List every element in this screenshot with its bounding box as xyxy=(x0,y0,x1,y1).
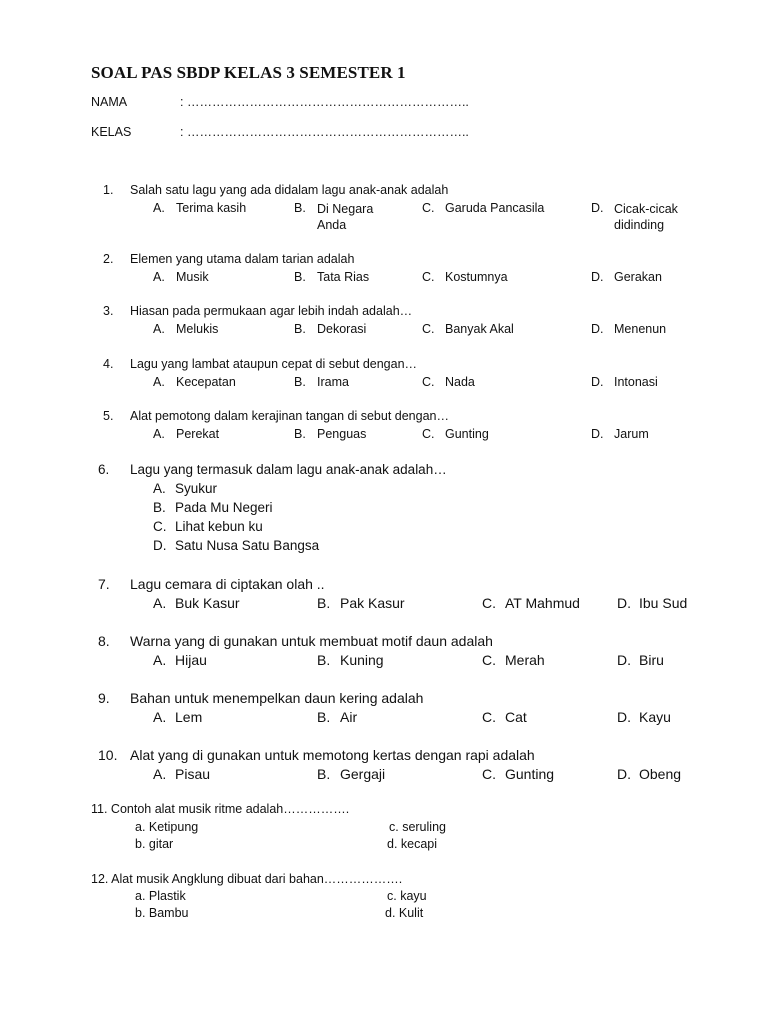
question-number: 9. xyxy=(98,690,110,706)
question-text: Lagu cemara di ciptakan olah .. xyxy=(130,576,325,592)
option-text: Pak Kasur xyxy=(340,595,405,611)
option-text: Kostumnya xyxy=(445,270,508,284)
question-number: 4. xyxy=(103,357,114,371)
nama-label: NAMA xyxy=(91,95,128,109)
option-letter: A. xyxy=(153,270,165,284)
nama-field[interactable]: : ………………………………………………………….. xyxy=(180,95,469,109)
option-letter: C. xyxy=(482,709,496,725)
option-letter: A. xyxy=(153,766,167,782)
option-b[interactable]: b. Bambu xyxy=(135,906,189,920)
option-letter: A. xyxy=(153,201,165,215)
option-letter: B. xyxy=(294,270,306,284)
question-number: 3. xyxy=(103,304,114,318)
option-d[interactable]: d. Kulit xyxy=(385,906,424,920)
option-text: Gerakan xyxy=(614,270,662,284)
option-text: Jarum xyxy=(614,427,649,441)
option-text: Di Negara Anda xyxy=(317,202,374,232)
question-text: Warna yang di gunakan untuk membuat motif daun adalah xyxy=(130,633,493,649)
option-text: Ibu Sud xyxy=(639,595,688,611)
option-text: Cat xyxy=(505,709,527,725)
option-text: AT Mahmud xyxy=(505,595,580,611)
option-c[interactable]: c. kayu xyxy=(387,889,427,903)
page-title: SOAL PAS SBDP KELAS 3 SEMESTER 1 xyxy=(91,63,406,82)
option-text: Kayu xyxy=(639,709,671,725)
option-letter: A. xyxy=(153,375,165,389)
option-text: Lihat kebun ku xyxy=(175,519,263,534)
option-letter: B. xyxy=(294,322,306,336)
option-text: Biru xyxy=(639,652,664,668)
question-number: 5. xyxy=(103,409,114,423)
option-text: Kuning xyxy=(340,652,384,668)
option-letter: C. xyxy=(482,766,496,782)
option-text: Menenun xyxy=(614,322,667,336)
option-text: Terima kasih xyxy=(176,201,247,215)
question-number: 2. xyxy=(103,252,114,266)
option-letter: D. xyxy=(617,595,631,611)
option-letter: D. xyxy=(617,652,631,668)
option-letter: C. xyxy=(422,322,435,336)
option-text: Satu Nusa Satu Bangsa xyxy=(175,538,320,553)
option-text: Merah xyxy=(505,652,545,668)
option-text: Melukis xyxy=(176,322,219,336)
option-letter: C. xyxy=(482,595,496,611)
option-letter: D. xyxy=(591,375,604,389)
option-text: Syukur xyxy=(175,481,218,496)
option-letter: C. xyxy=(422,201,435,215)
question-number: 1. xyxy=(103,183,114,197)
option-letter: C. xyxy=(422,270,435,284)
question-text: Alat pemotong dalam kerajinan tangan di sebut dengan… xyxy=(130,409,449,423)
option-letter: A. xyxy=(153,595,167,611)
kelas-field[interactable]: : ………………………………………………………….. xyxy=(180,125,469,139)
option-text: Pisau xyxy=(175,766,211,782)
option-letter: D. xyxy=(617,766,631,782)
option-d[interactable]: d. kecapi xyxy=(387,837,438,851)
option-a[interactable]: a. Ketipung xyxy=(135,820,199,834)
option-letter: A. xyxy=(153,652,167,668)
option-b[interactable]: b. gitar xyxy=(135,837,174,851)
option-letter: D. xyxy=(153,538,167,553)
option-letter: D. xyxy=(591,201,604,215)
question-text: Hiasan pada permukaan agar lebih indah adalah… xyxy=(130,304,413,318)
question-text: Alat yang di gunakan untuk memotong kertas dengan rapi adalah xyxy=(130,747,535,763)
question-number: 8. xyxy=(98,633,110,649)
option-letter: B. xyxy=(294,375,306,389)
option-letter: A. xyxy=(153,481,166,496)
option-text: Garuda Pancasila xyxy=(445,201,545,215)
question-number: 6. xyxy=(98,462,110,477)
option-text: Buk Kasur xyxy=(175,595,240,611)
option-letter: D. xyxy=(591,427,604,441)
option-text: Obeng xyxy=(639,766,682,782)
option-text: Air xyxy=(340,709,358,725)
option-letter: B. xyxy=(294,427,306,441)
option-letter: C. xyxy=(422,375,435,389)
option-letter: B. xyxy=(317,595,331,611)
option-letter: B. xyxy=(317,709,331,725)
question-text: Elemen yang utama dalam tarian adalah xyxy=(130,252,355,266)
option-text: Kecepatan xyxy=(176,375,236,389)
option-letter: D. xyxy=(591,322,604,336)
option-letter: A. xyxy=(153,322,165,336)
question-text: Lagu yang termasuk dalam lagu anak-anak adalah… xyxy=(130,462,447,477)
question-text: Lagu yang lambat ataupun cepat di sebut dengan… xyxy=(130,357,418,371)
option-text: Gunting xyxy=(505,766,555,782)
option-letter: B. xyxy=(317,652,331,668)
question-number: 10. xyxy=(98,747,118,763)
kelas-label: KELAS xyxy=(91,125,132,139)
question-text: Salah satu lagu yang ada didalam lagu anak-anak adalah xyxy=(130,183,449,197)
option-text: Banyak Akal xyxy=(445,322,514,336)
option-letter: B. xyxy=(317,766,331,782)
option-letter: B. xyxy=(294,201,306,215)
question-text: Bahan untuk menempelkan daun kering adalah xyxy=(130,690,424,706)
option-text: Musik xyxy=(176,270,209,284)
option-text: Dekorasi xyxy=(317,322,367,336)
option-letter: D. xyxy=(617,709,631,725)
option-text: Pada Mu Negeri xyxy=(175,500,273,515)
option-text: Lem xyxy=(175,709,203,725)
option-text: Hijau xyxy=(175,652,207,668)
option-letter: A. xyxy=(153,427,165,441)
option-letter: C. xyxy=(482,652,496,668)
option-text: Gunting xyxy=(445,427,489,441)
question-text: 12. Alat musik Angklung dibuat dari bahan………………. xyxy=(91,872,403,886)
option-text: Perekat xyxy=(176,427,220,441)
option-text: Gergaji xyxy=(340,766,386,782)
option-letter: C. xyxy=(153,519,167,534)
question-text: 11. Contoh alat musik ritme adalah……………. xyxy=(91,802,350,816)
option-letter: B. xyxy=(153,500,166,515)
option-text: Irama xyxy=(317,375,349,389)
option-c[interactable]: c. seruling xyxy=(389,820,446,834)
option-a[interactable]: a. Plastik xyxy=(135,889,186,903)
option-text: Nada xyxy=(445,375,475,389)
option-letter: C. xyxy=(422,427,435,441)
option-text: Intonasi xyxy=(614,375,658,389)
option-text: Penguas xyxy=(317,427,367,441)
option-letter: A. xyxy=(153,709,167,725)
question-number: 7. xyxy=(98,576,110,592)
option-text: Tata Rias xyxy=(317,270,370,284)
option-letter: D. xyxy=(591,270,604,284)
option-text: Cicak-cicak didinding xyxy=(614,202,678,232)
